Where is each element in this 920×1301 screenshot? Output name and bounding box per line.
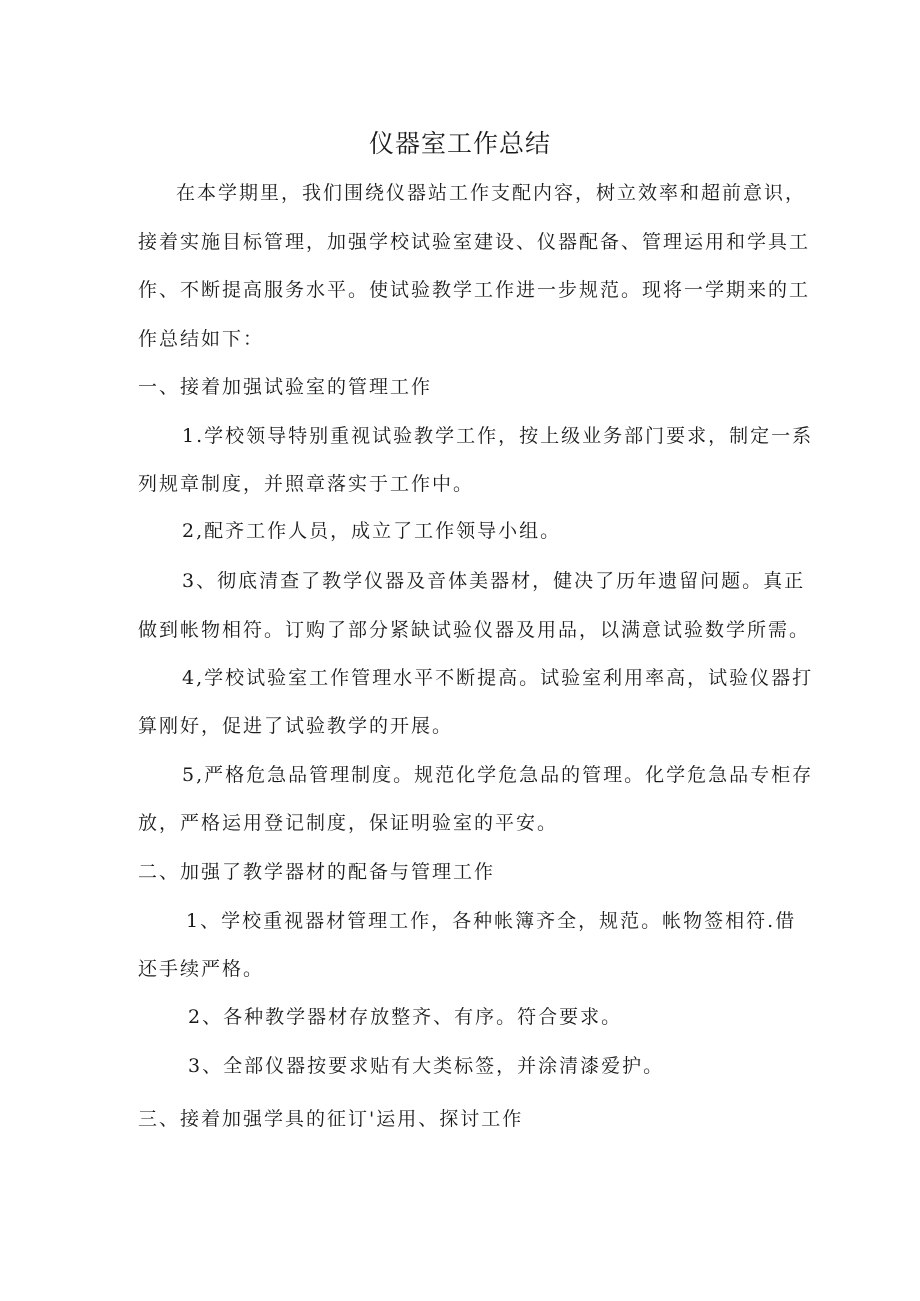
document-title: 仪器室工作总结 (368, 129, 551, 158)
paragraph-line: 2、各种教学器材存放整齐、有序。符合要求。 (188, 1006, 623, 1028)
paragraph-line: 4,学校试验室工作管理水平不断提高。试验室利用率高，试验仪器打 (182, 667, 814, 689)
paragraph-line: 3、彻底清查了教学仪器及音体美器材，健决了历年遗留问题。真正 (182, 570, 806, 592)
paragraph-line: 作、不断提高服务水平。使试验教学工作进一步规范。现将一学期来的工 (138, 279, 811, 301)
section-heading: 三、接着加强学具的征订'运用、探讨工作 (138, 1108, 524, 1130)
paragraph-line: 在本学期里，我们围绕仪器站工作支配内容，树立效率和超前意识， (176, 182, 807, 204)
paragraph-line: 列规章制度，并照章落实于工作中。 (138, 473, 475, 495)
paragraph-line: 3、全部仪器按要求贴有大类标签，并涂清漆爱护。 (188, 1055, 665, 1077)
paragraph-line: 5,严格危急品管理制度。规范化学危急品的管理。化学危急品专柜存 (182, 764, 814, 786)
paragraph-line: 2,配齐工作人员，成立了工作领导小组。 (182, 520, 562, 542)
paragraph-line: 接着实施目标管理，加强学校试验室建设、仪器配备、管理运用和学具工 (138, 231, 811, 253)
section-heading: 二、加强了教学器材的配备与管理工作 (138, 861, 496, 883)
paragraph-line: 算刚好，促进了试验教学的开展。 (138, 715, 454, 737)
paragraph-line: 作总结如下： (138, 328, 265, 350)
paragraph-line: 1、学校重视器材管理工作，各种帐簿齐全，规范。帐物签相符.借 (186, 910, 797, 932)
paragraph-line: 做到帐物相符。订购了部分紧缺试验仪器及用品，以满意试验数学所需。 (138, 619, 811, 641)
paragraph-line: 放，严格运用登记制度，保证明验室的平安。 (138, 812, 559, 834)
section-heading: 一、接着加强试验室的管理工作 (138, 376, 433, 398)
paragraph-line: 1.学校领导特别重视试验教学工作，按上级业务部门要求，制定一系 (182, 425, 814, 447)
paragraph-line: 还手续严格。 (138, 958, 265, 980)
